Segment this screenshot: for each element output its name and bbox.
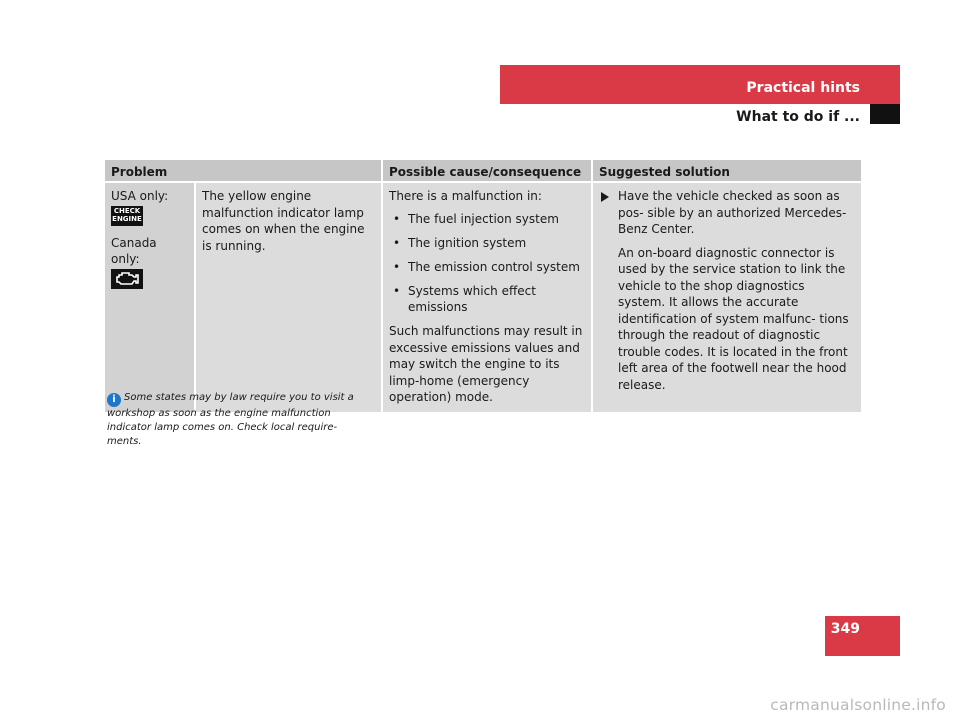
troubleshooting-table — [105, 160, 861, 412]
solution-cell — [592, 182, 861, 412]
info-icon: i — [107, 393, 121, 407]
column-header-cause: Possible cause/consequence — [382, 160, 592, 182]
page-number: 349 — [830, 621, 860, 637]
solution-action-text: Have the vehicle checked as soon as pos- sible by an authorized Mercedes-Benz Center. — [618, 189, 847, 236]
table-header-row — [105, 160, 861, 182]
list-item: • The fuel injection system — [389, 211, 585, 228]
region-usa-label: USA only: — [111, 189, 169, 203]
triangle-bullet-icon — [601, 192, 609, 202]
solution-action — [599, 188, 855, 238]
section-title: Practical hints — [746, 80, 860, 96]
solution-note: An on-board diagnostic connector is used by the service station to link the vehicle to the shop diagnostics system. It allows the accurate identification of system malfunc- tions through the readout of diagnostic trouble codes. It is located in the front left area of the footwell near the hood release. — [618, 245, 849, 392]
list-item: • The ignition system — [389, 235, 585, 252]
table-row — [105, 182, 861, 412]
region-cell — [105, 182, 195, 412]
check-engine-lamp-icon: CHECK ENGINE — [111, 206, 143, 226]
list-item: • Systems which effect emissions — [389, 283, 585, 316]
column-header-problem: Problem — [105, 160, 382, 182]
cause-list — [389, 211, 585, 316]
info-note-text: Some states may by law require you to visit a workshop as soon as the engine malfunction indicator lamp comes on. Check local require- ments. — [107, 392, 354, 447]
cause-cell — [382, 182, 592, 412]
header-marker — [870, 104, 900, 124]
watermark: carmanualsonline.info — [770, 696, 946, 714]
column-header-solution: Suggested solution — [592, 160, 861, 182]
region-canada-label: Canada only: — [111, 235, 157, 266]
cause-outro: Such malfunctions may result in excessive emissions values and may switch the engine to its limp-home (emergency operation) mode. — [389, 324, 583, 404]
info-note — [107, 391, 367, 449]
list-item: • The emission control system — [389, 259, 585, 276]
engine-outline-icon — [111, 269, 143, 289]
problem-cell: The yellow engine malfunction indicator lamp comes on when the engine is running. — [195, 182, 382, 412]
subsection-title: What to do if ... — [736, 109, 860, 125]
cause-intro: There is a malfunction in: — [389, 189, 542, 203]
